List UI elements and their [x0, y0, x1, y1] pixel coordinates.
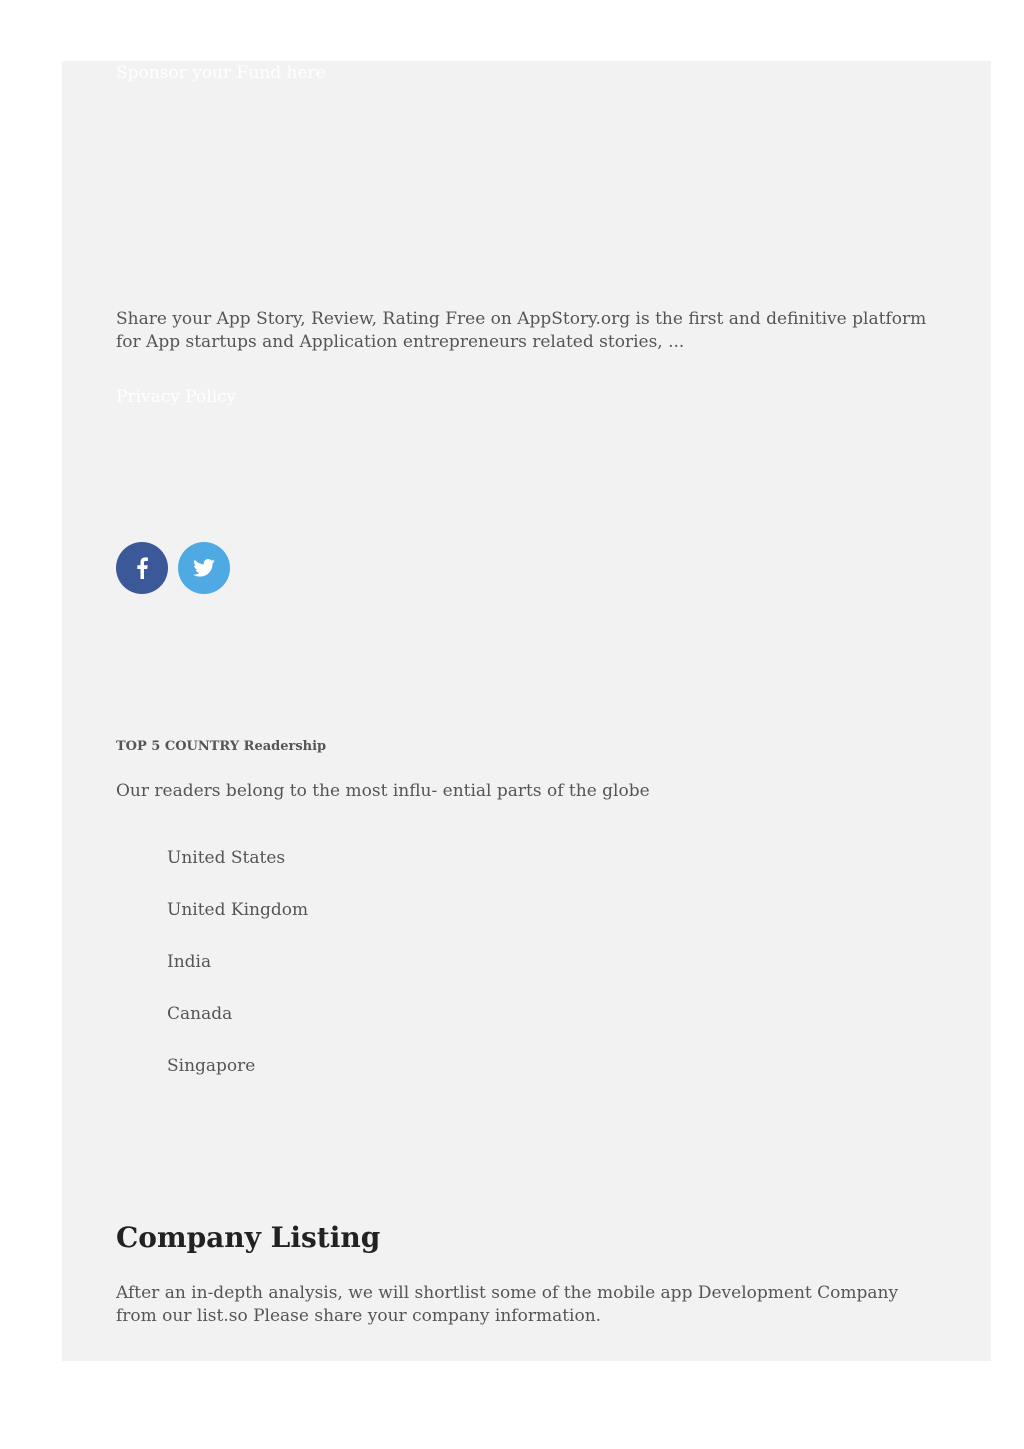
list-item: United Kingdom — [167, 900, 309, 920]
twitter-button[interactable] — [178, 542, 230, 594]
twitter-icon — [193, 559, 215, 577]
list-item: United States — [167, 848, 286, 868]
company-listing-text: After an in-depth analysis, we will shortlist some of the mobile app Development Company from our list.so Please share your company information. — [116, 1283, 899, 1326]
footer-panel — [62, 61, 991, 1361]
facebook-button[interactable] — [116, 542, 168, 594]
sponsor-fund-link[interactable]: Sponsor your Fund here — [116, 63, 326, 83]
company-listing-heading: Company Listing — [116, 1221, 381, 1254]
privacy-policy-link[interactable]: Privacy Policy — [116, 387, 237, 407]
readership-description: Our readers belong to the most influ- ential parts of the globe — [116, 781, 650, 801]
social-links — [116, 542, 230, 594]
facebook-icon — [135, 557, 149, 579]
about-description: Share your App Story, Review, Rating Free on AppStory.org is the first and definitive platform for App startups and Application entrepreneurs related stories, ... — [116, 309, 927, 352]
readership-title: TOP 5 COUNTRY Readership — [116, 739, 327, 754]
list-item: Canada — [167, 1004, 233, 1024]
country-list — [167, 847, 308, 1107]
list-item: Singapore — [167, 1056, 256, 1076]
list-item: India — [167, 952, 212, 972]
